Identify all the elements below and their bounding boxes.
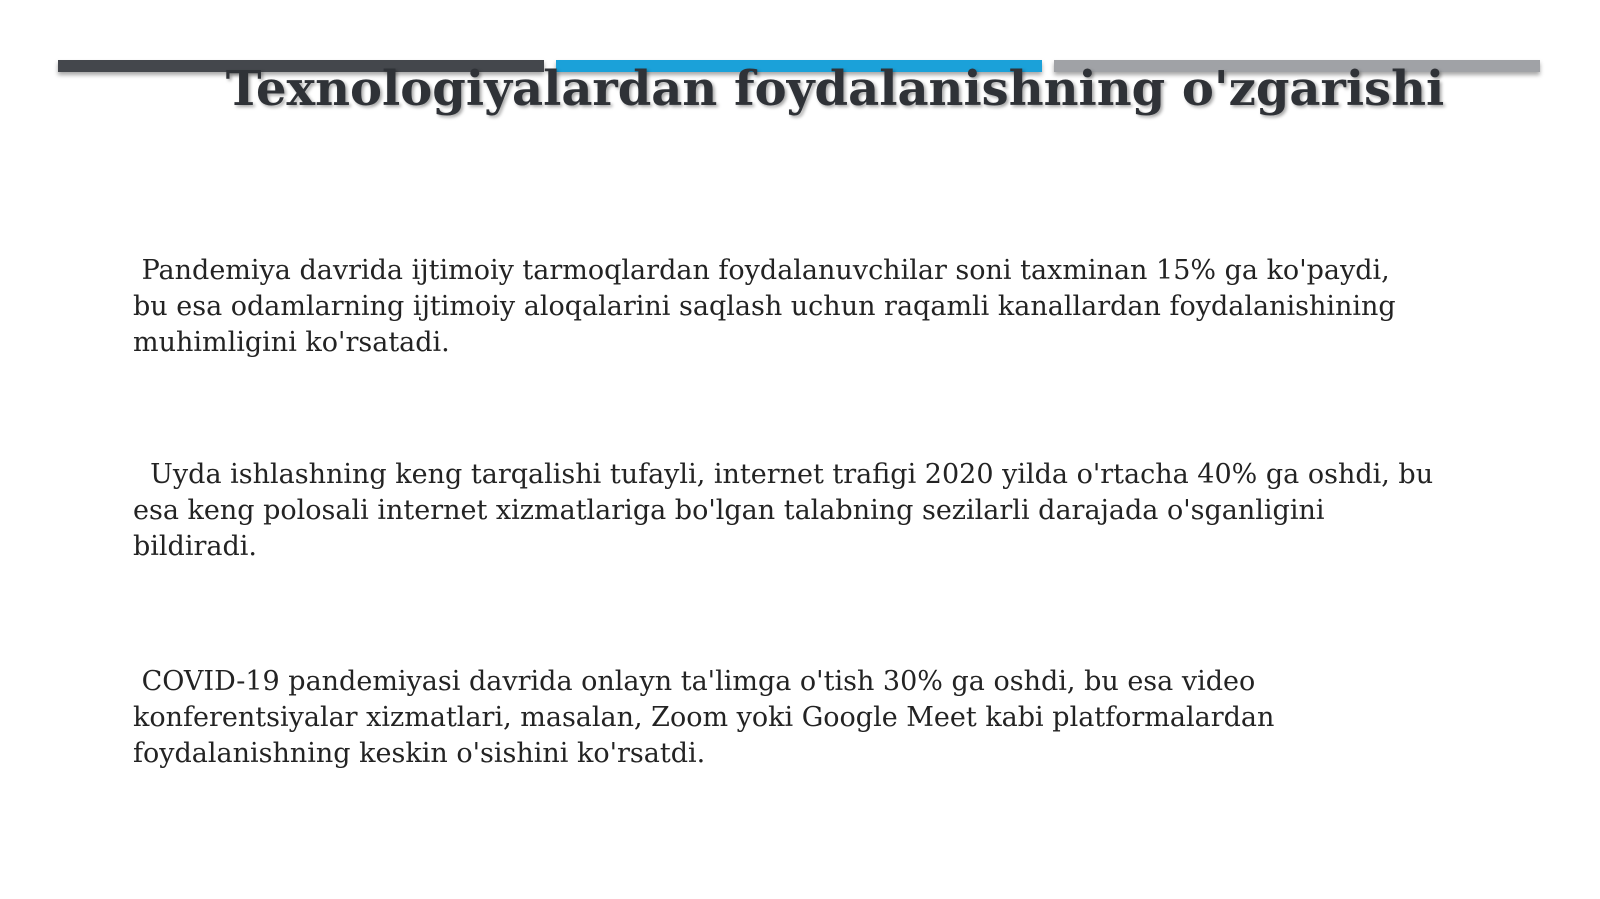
paragraph-line: esa keng polosali internet xizmatlariga bo'lgan talabning sezilarli darajada o'sganligini — [133, 495, 1325, 526]
paragraph-online-education — [133, 664, 1513, 772]
paragraph-line: konferentsiyalar xizmatlari, masalan, Zoom yoki Google Meet kabi platformalardan — [133, 702, 1275, 733]
paragraph-internet-traffic — [133, 457, 1513, 565]
paragraph-line: Pandemiya davrida ijtimoiy tarmoqlardan foydalanuvchilar soni taxminan 15% ga ko'paydi, — [133, 255, 1390, 286]
paragraph-line: bu esa odamlarning ijtimoiy aloqalarini saqlash uchun raqamli kanallardan foydalanishining — [133, 291, 1396, 322]
paragraph-line: bildiradi. — [133, 531, 257, 562]
slide-title: Texnologiyalardan foydalanishning o'zgarishi — [225, 61, 1445, 117]
paragraph-line: muhimligini ko'rsatadi. — [133, 327, 450, 358]
paragraph-line: Uyda ishlashning keng tarqalishi tufayli, internet trafigi 2020 yilda o'rtacha 40% ga oshdi, bu — [133, 459, 1434, 490]
paragraph-line: COVID-19 pandemiyasi davrida onlayn ta'limga o'tish 30% ga oshdi, bu esa video — [133, 666, 1256, 697]
paragraph-social-media — [133, 253, 1513, 361]
paragraph-line: foydalanishning keskin o'sishini ko'rsatdi. — [133, 738, 706, 769]
